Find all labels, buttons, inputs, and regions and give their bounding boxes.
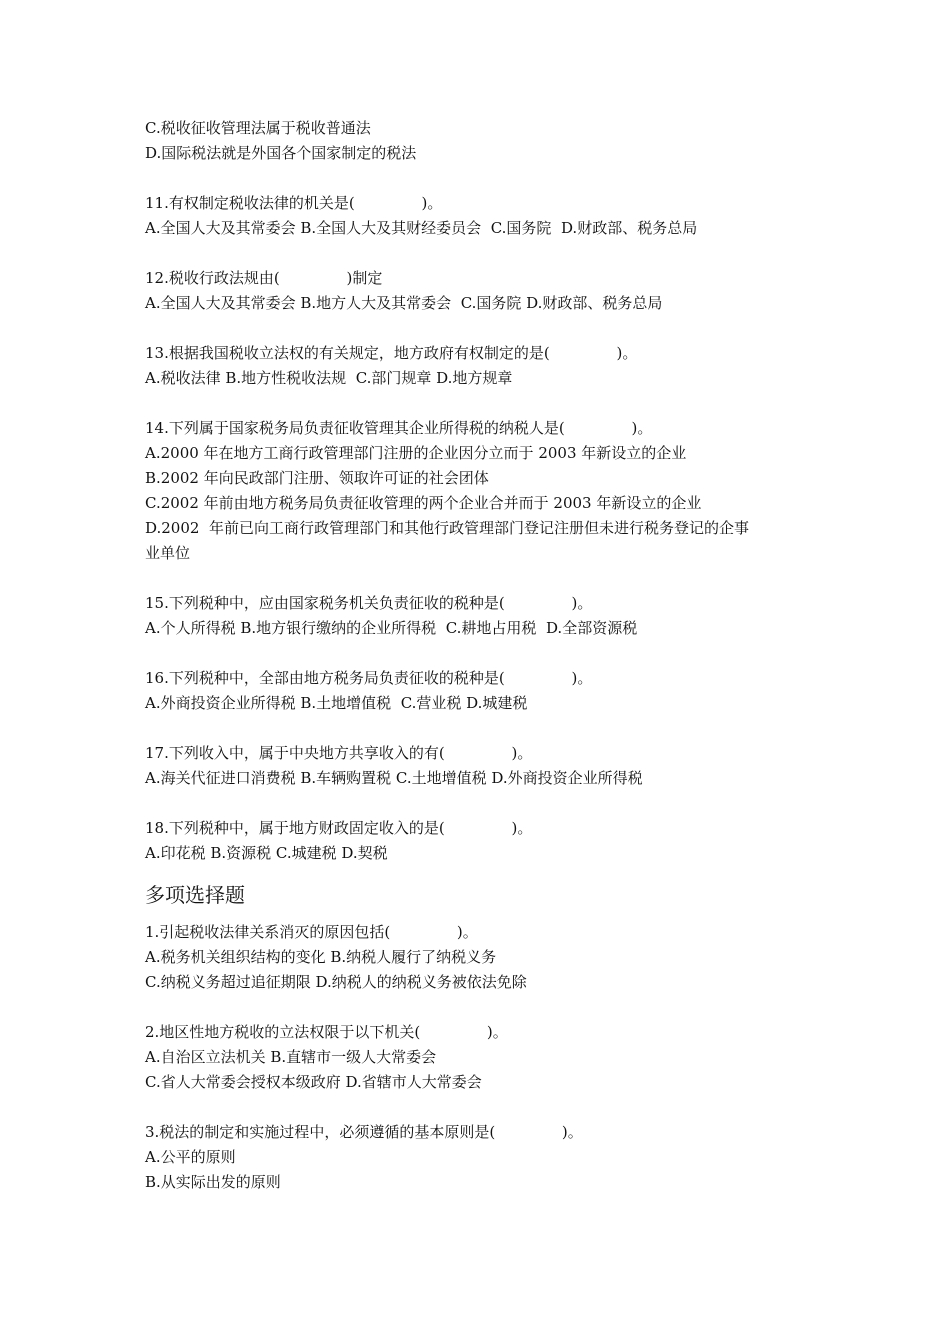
spacer [145,716,825,741]
multi-question-2-options-continued: C.省人大常委会授权本级政府 D.省辖市人大常委会 [145,1073,482,1091]
multi-question-1-options: A.税务机关组织结构的变化 B.纳税人履行了纳税义务 [145,948,497,966]
question-14-option-d: D.2002 年前已向工商行政管理部门和其他行政管理部门登记注册但未进行税务登记的企事 [145,519,749,537]
document-content [145,116,825,1195]
option-line: D.国际税法就是外国各个国家制定的税法 [145,144,417,162]
question-14-option-c: C.2002 年前由地方税务局负责征收管理的两个企业合并而于 2003 年新设立的企业 [145,494,702,512]
question-13-options: A.税收法律 B.地方性税收法规 C.部门规章 D.地方规章 [145,369,513,387]
multi-question-3-option-a: A.公平的原则 [145,1148,236,1166]
question-14: 14.下列属于国家税务局负责征收管理其企业所得税的纳税人是( )。 [145,419,653,437]
multi-question-2: 2.地区性地方税收的立法权限于以下机关( )。 [145,1023,508,1041]
question-14-option-b: B.2002 年向民政部门注册、领取许可证的社会团体 [145,469,489,487]
question-15-options: A.个人所得税 B.地方银行缴纳的企业所得税 C.耕地占用税 D.全部资源税 [145,619,638,637]
spacer [145,166,825,191]
question-14-option-d-continued: 业单位 [145,544,191,562]
question-17: 17.下列收入中，属于中央地方共享收入的有( )。 [145,744,533,762]
question-11-options: A.全国人大及其常委会 B.全国人大及其财经委员会 C.国务院 D.财政部、税务总局 [145,219,698,237]
question-12-options: A.全国人大及其常委会 B.地方人大及其常委会 C.国务院 D.财政部、税务总局 [145,294,663,312]
question-16: 16.下列税种中，全部由地方税务局负责征收的税种是( )。 [145,669,593,687]
question-18-options: A.印花税 B.资源税 C.城建税 D.契税 [145,844,388,862]
spacer [145,241,825,266]
multi-question-2-options: A.自治区立法机关 B.直辖市一级人大常委会 [145,1048,437,1066]
spacer [145,641,825,666]
question-13: 13.根据我国税收立法权的有关规定，地方政府有权制定的是( )。 [145,344,638,362]
multi-question-1: 1.引起税收法律关系消灭的原因包括( )。 [145,923,478,941]
question-14-option-a: A.2000 年在地方工商行政管理部门注册的企业因分立而于 2003 年新设立的企业 [145,444,687,462]
section-heading-multiple-choice: 多项选择题 [145,883,245,907]
question-18: 18.下列税种中，属于地方财政固定收入的是( )。 [145,819,533,837]
question-17-options: A.海关代征进口消费税 B.车辆购置税 C.土地增值税 D.外商投资企业所得税 [145,769,643,787]
spacer [145,391,825,416]
multi-question-3-option-b: B.从实际出发的原则 [145,1173,281,1191]
option-line: C.税收征收管理法属于税收普通法 [145,119,371,137]
spacer [145,566,825,591]
spacer [145,791,825,816]
spacer [145,1095,825,1120]
spacer [145,995,825,1020]
question-15: 15.下列税种中，应由国家税务机关负责征收的税种是( )。 [145,594,593,612]
spacer [145,316,825,341]
multi-question-1-options-continued: C.纳税义务超过追征期限 D.纳税人的纳税义务被依法免除 [145,973,527,991]
question-16-options: A.外商投资企业所得税 B.土地增值税 C.营业税 D.城建税 [145,694,528,712]
question-11: 11.有权制定税收法律的机关是( )。 [145,194,443,212]
question-12: 12.税收行政法规由( )制定 [145,269,383,287]
multi-question-3: 3.税法的制定和实施过程中，必须遵循的基本原则是( )。 [145,1123,583,1141]
